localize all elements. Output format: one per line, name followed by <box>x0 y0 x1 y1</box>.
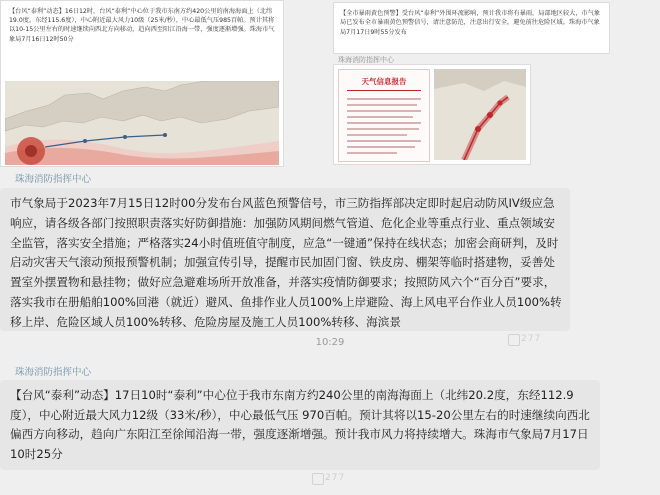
watermark-icon <box>312 473 324 485</box>
document-title: 天气信息报告 <box>361 77 407 86</box>
image-caption-text: 【全市暴雨黄色预警】受台风“泰利”外围环流影响，预计我市将有暴雨，局部地区较大，市气象局已发布全市暴雨黄色预警信号，请注意防范，注意出行安全，避免前往危险区域。珠海市气象局7月17日9时55分发布 <box>340 10 601 36</box>
sender-name: 珠海消防指挥中心 <box>338 56 394 64</box>
forwarded-image-weather-report[interactable] <box>333 64 531 165</box>
typhoon-track-map <box>5 81 279 165</box>
forwarded-image-typhoon-dynamics[interactable] <box>0 0 284 167</box>
sender-name: 珠海消防指挥中心 <box>15 367 92 378</box>
message-text: 市气象局于2023年7月15日12时00分发布台风蓝色预警信号，市三防指挥部决定即时起启动防风IV级应急响应，请各级各部门按照职责落实好防御措施：加强防风期间燃气管道、危化企业等重点行业、重点领域安全监管，落实安全措施；严格落实24小时值班值守制度，应急“一键通”保持在线状态；加密会商研判，及时启动灾害天气滚动预报预警机制；加强宣传引导，提醒市民加固门窗、铁皮房、棚架等临时搭建物，妥善处置室外摆置物和悬挂物；做好应急避难场所开放准备，并落实疫情防御要求；按照防风六个“百分百”要求，落实我市在册船舶100%回港（就近）避风、鱼排作业人员100%上岸避险、海上风电平台作业人员100%转移上岸、危险区域人员100%转移、危险房屋及施工人员100%转移、海滨景 <box>10 196 562 329</box>
watermark-text: 277 <box>325 473 346 483</box>
image-caption-text: 【台风“泰利”动态】16日12时，台风“泰利”中心位于我市东南方约420公里的南海海面上（北纬19.0度，东经115.6度），中心附近最大风力10级（25米/秒），中心最低气压985百帕。预计其将以10-15公里左右的时速继续向西北方向移动，趋向西至阳江沿海一带，强度逐渐增强。珠海市气象局7月16日12时50分 <box>9 8 275 43</box>
message-text: 【台风“泰利”动态】17日10时“泰利”中心位于我市东南方约240公里的南海海面上（北纬20.2度，东经112.9度），中心附近最大风力12级（33米/秒），中心最低气压 970百帕。预计其将以15-20公里左右的时速继续向西北偏西方向移动，趋向广东阳江至徐闻沿海一带，强度逐渐增强。预计我市风力将持续增大。珠海市气象局7月17日10时25分 <box>10 388 590 461</box>
watermark-text: 277 <box>521 334 542 344</box>
sender-name: 珠海消防指挥中心 <box>15 174 92 185</box>
message-timestamp: 10:29 <box>315 337 345 348</box>
weather-report-document <box>338 69 430 162</box>
watermark-icon <box>508 334 520 346</box>
forwarded-image-rain-warning[interactable] <box>333 2 610 54</box>
typhoon-forecast-map <box>434 69 526 160</box>
message-bubble[interactable] <box>0 380 600 470</box>
message-bubble[interactable] <box>0 188 570 331</box>
